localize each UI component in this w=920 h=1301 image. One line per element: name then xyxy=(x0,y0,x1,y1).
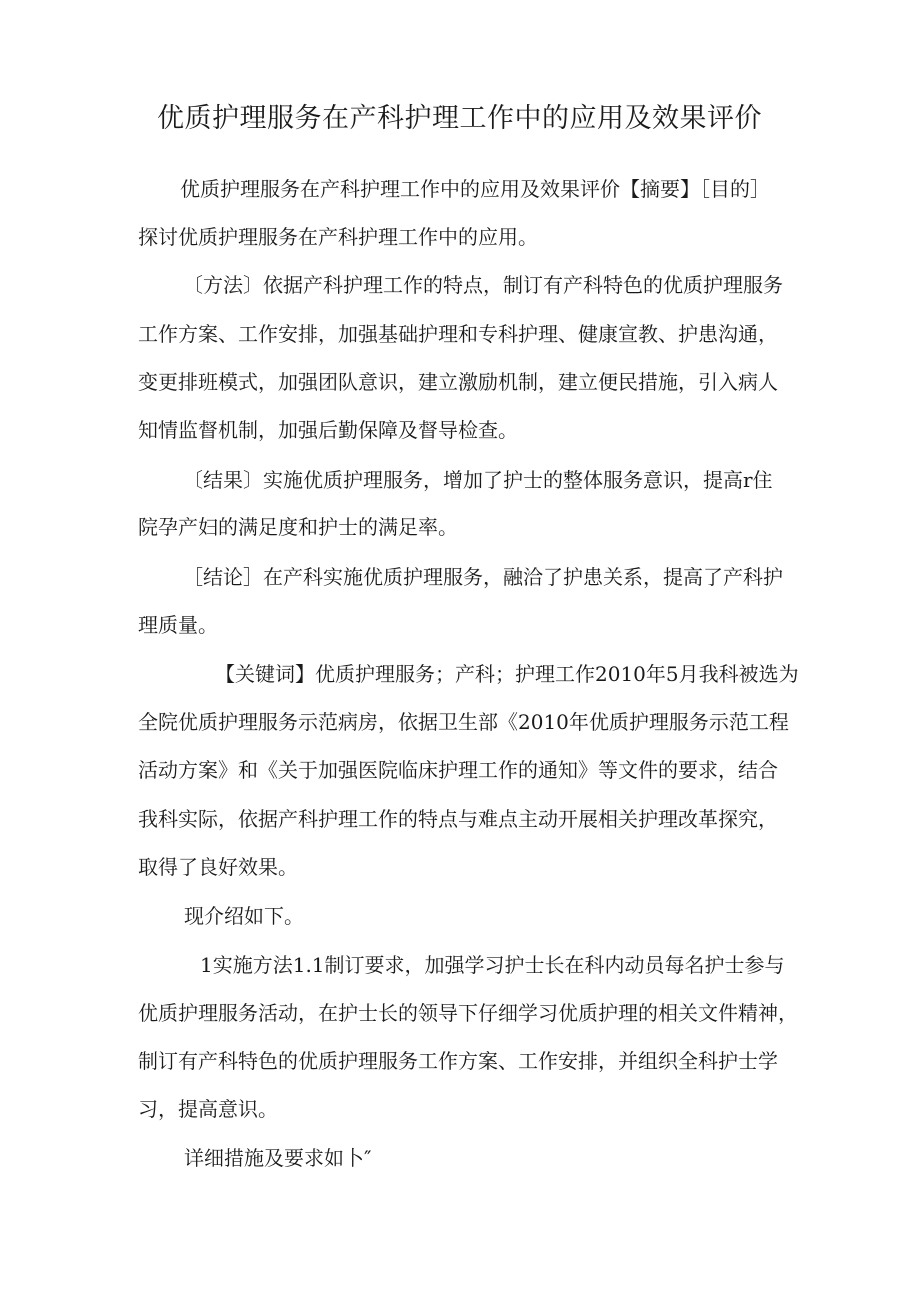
section-line-1: 1实施方法1.1制订要求，加强学习护士长在科内动员每名护士参与 xyxy=(200,953,785,977)
methods-line-4: 知情监督机制，加强后勤保障及督导检查。 xyxy=(138,418,518,442)
methods-line-3: 变更排班模式，加强团队意识，建立激励机制，建立便民措施，引入病人 xyxy=(138,370,778,394)
intro-line: 现介绍如下。 xyxy=(184,904,304,928)
abstract-line-1: 优质护理服务在产科护理工作中的应用及效果评价【摘要】［目的］ xyxy=(180,177,770,201)
results-line-1: 〔结果〕实施优质护理服务，增加了护士的整体服务意识，提高r住 xyxy=(183,468,773,492)
body-line-2: 活动方案》和《关于加强医院临床护理工作的通知》等文件的要求，结合 xyxy=(138,758,778,782)
section-line-4: 习，提高意识。 xyxy=(138,1097,278,1121)
section-line-3: 制订有产科特色的优质护理服务工作方案、工作安排，并组织全科护士学 xyxy=(138,1049,778,1073)
measures-line: 详细措施及要求如卜″ xyxy=(184,1146,372,1170)
keywords-line-1: 【关键词】优质护理服务；产科；护理工作2010年5月我科被选为 xyxy=(215,662,799,686)
conclusion-line-1: ［结论］在产科实施优质护理服务，融洽了护患关系，提高了产科护 xyxy=(183,565,783,589)
section-line-2: 优质护理服务活动，在护士长的领导下仔细学习优质护理的相关文件精神， xyxy=(138,1001,798,1025)
methods-line-1: 〔方法〕依据产科护理工作的特点，制订有产科特色的优质护理服务 xyxy=(183,273,783,297)
body-line-3: 我科实际，依据产科护理工作的特点与难点主动开展相关护理改革探究， xyxy=(138,807,778,831)
results-line-2: 院孕产妇的满足度和护士的满足率。 xyxy=(138,515,458,539)
abstract-line-2: 探讨优质护理服务在产科护理工作中的应用。 xyxy=(138,225,538,249)
body-line-4: 取得了良好效果。 xyxy=(138,855,298,879)
methods-line-2: 工作方案、工作安排，加强基础护理和专科护理、健康宣教、护患沟通， xyxy=(138,322,778,346)
document-title: 优质护理服务在产科护理工作中的应用及效果评价 xyxy=(157,103,762,134)
body-line-1: 全院优质护理服务示范病房，依据卫生部《2010年优质护理服务示范工程 xyxy=(138,710,789,734)
conclusion-line-2: 理质量。 xyxy=(138,613,218,637)
